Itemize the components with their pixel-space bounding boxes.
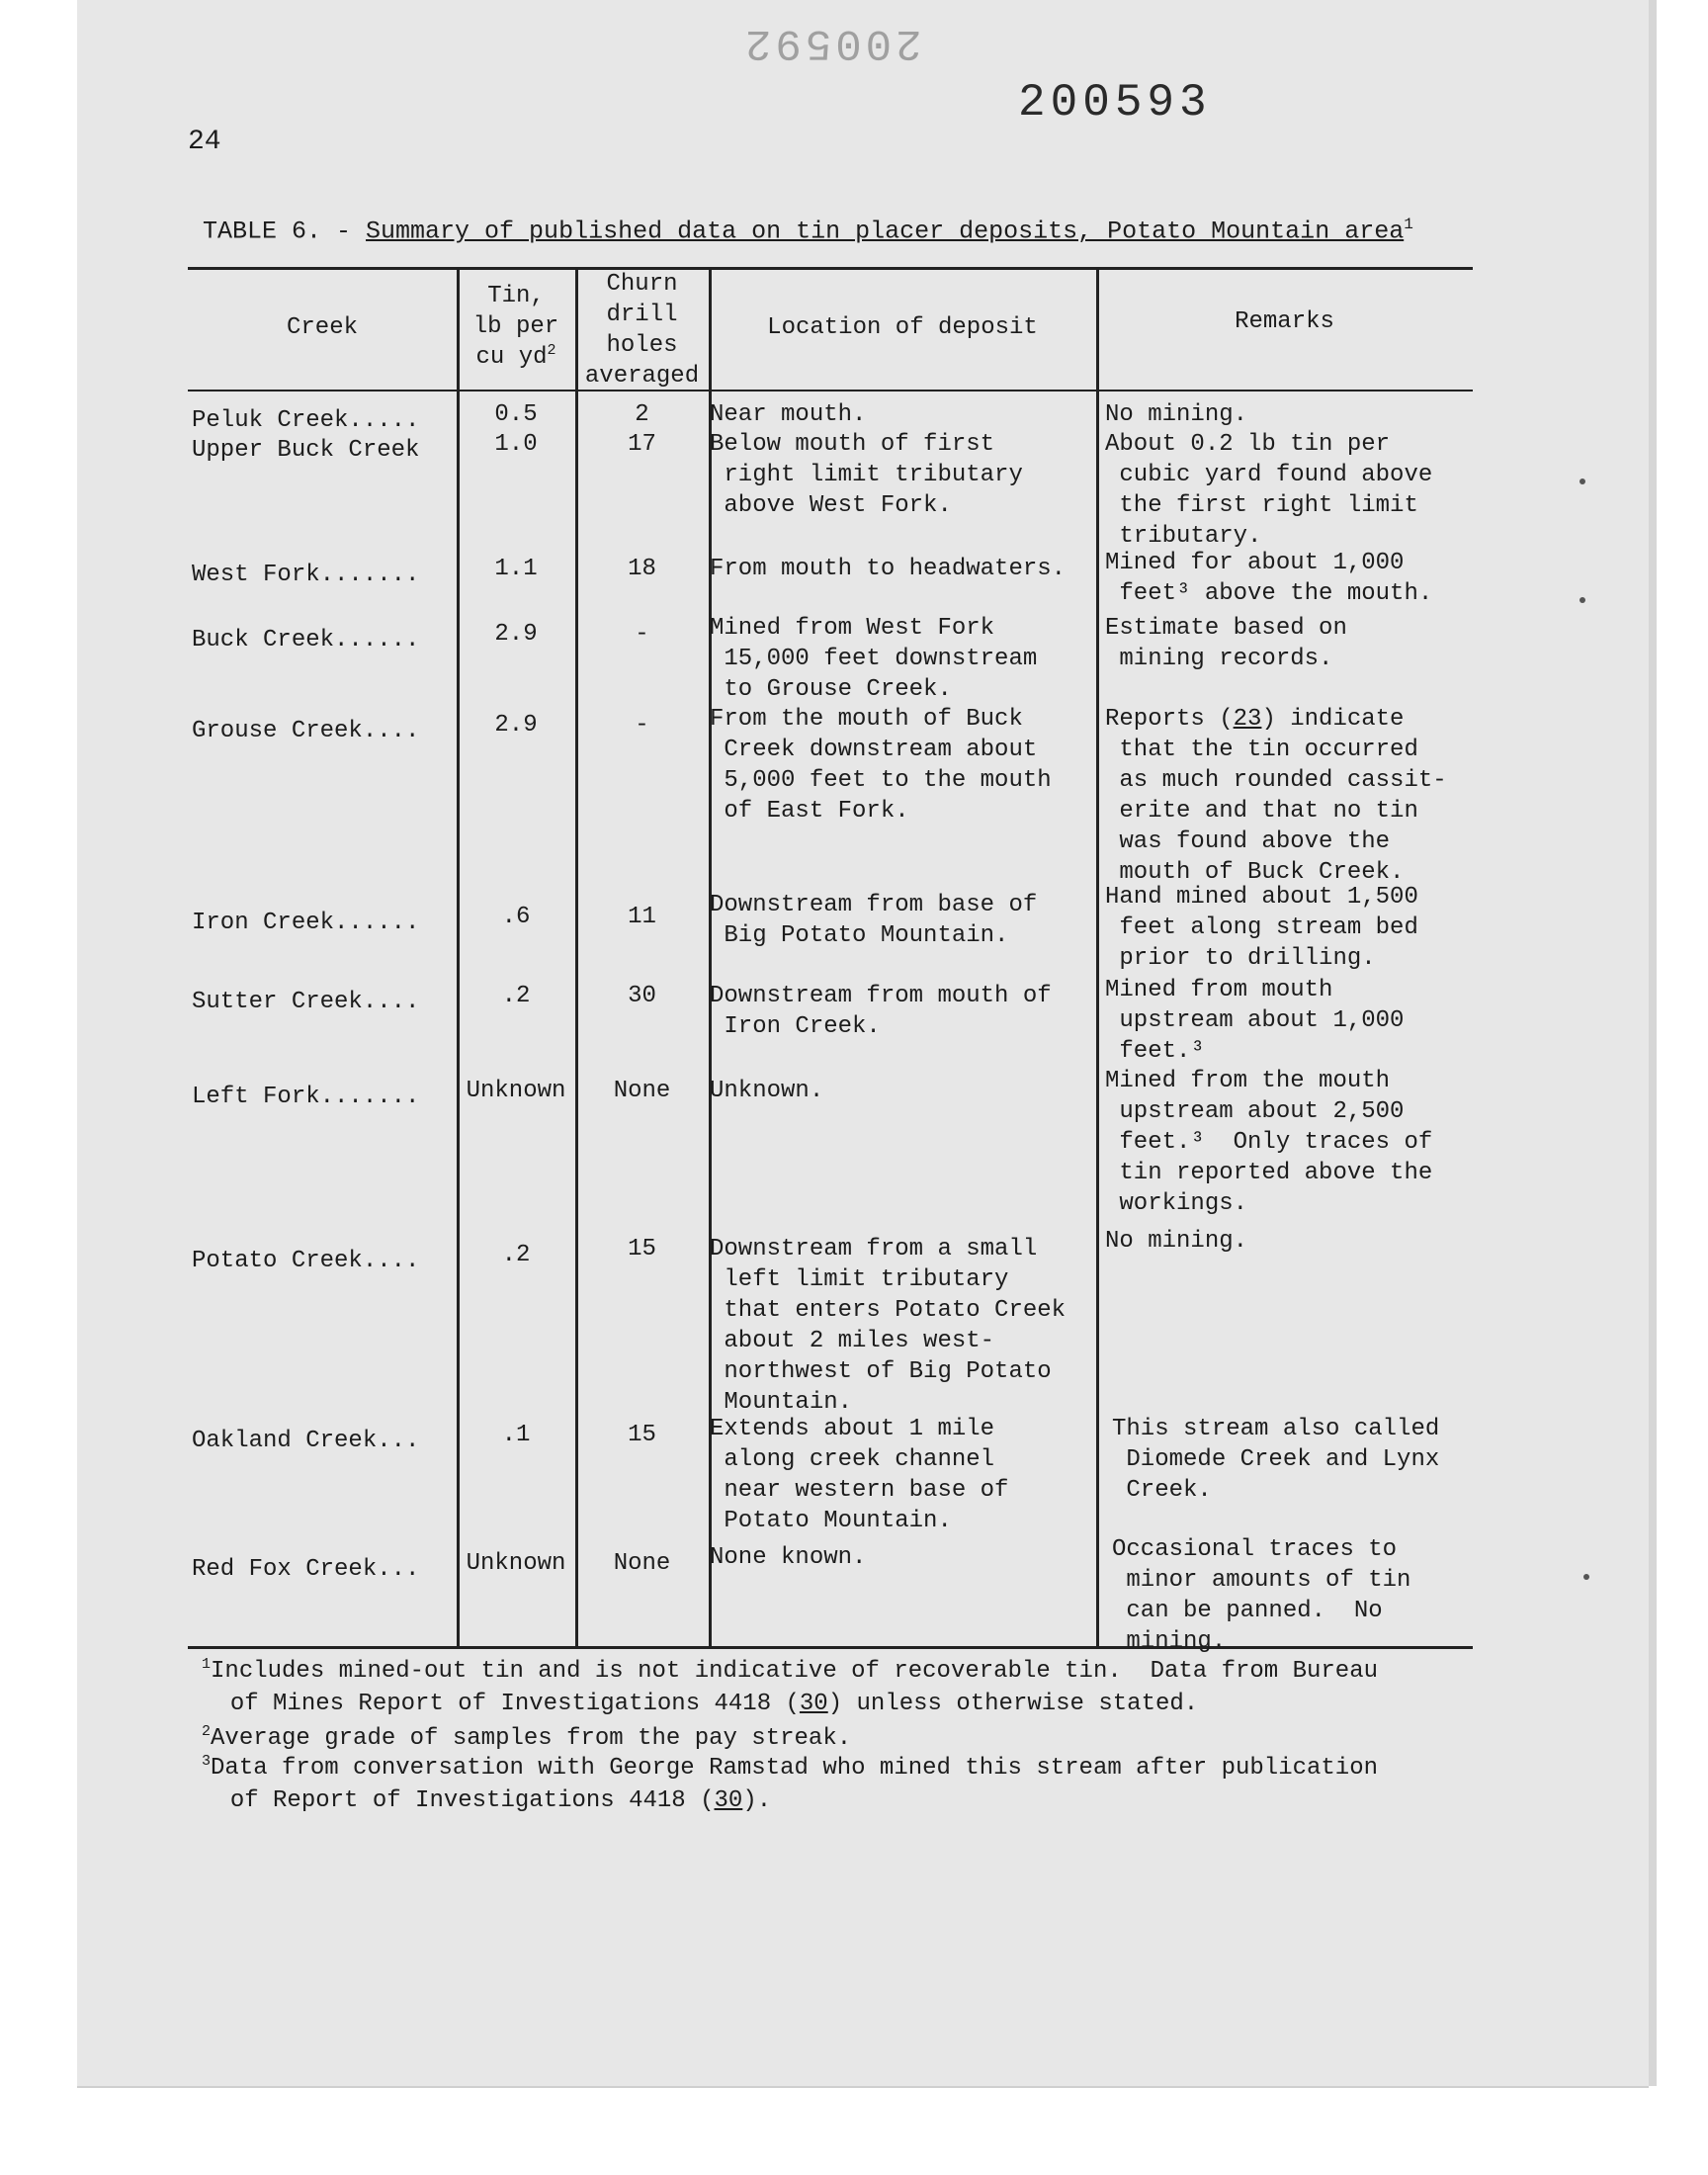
row-remarks: About 0.2 lb tin per cubic yard found above the first right limit tributary. [1105,431,1433,550]
row-creek: Buck Creek...... [192,627,420,653]
row-creek: Left Fork....... [192,1084,420,1110]
row-location: Downstream from a small left limit tributary that enters Potato Creek about 2 miles west- northwest of Big Potato Mountain. [710,1236,1067,1416]
table-header-rule [188,390,1473,392]
row-holes: - [635,621,649,648]
row-holes: None [613,1078,671,1104]
row-holes: 2 [635,401,649,428]
row-location: Extends about 1 mile along creek channel near western base of Potato Mountain. [710,1416,1009,1534]
row-tin: .1 [501,1422,531,1448]
row-location: From the mouth of Buck Creek downstream about 5,000 feet to the mouth of East Fork. [710,706,1052,825]
row-tin: 2.9 [494,621,538,648]
row-creek: Peluk Creek..... [192,407,420,434]
table-top-rule [188,267,1473,270]
row-tin: .2 [501,1242,531,1268]
table-title [203,216,1413,245]
row-holes: None [613,1550,671,1577]
row-location: Mined from West Fork 15,000 feet downstream to Grouse Creek. [710,615,1038,703]
row-creek: West Fork....... [192,562,420,588]
row-holes: 18 [628,556,656,582]
header-creek: Creek [286,314,358,341]
row-location: Downstream from base of Big Potato Mountain. [710,892,1038,949]
row-holes: 15 [628,1236,656,1262]
row-creek: Grouse Creek.... [192,718,420,744]
margin-dot [1583,1574,1589,1580]
row-location: Below mouth of first right limit tributary above West Fork. [710,431,1023,519]
footnote-1: $^1$Includes mined-out tin and is not indicative of recoverable tin. Data from Bureau of Mines Report of Investigations 4418 (30) unless otherwise stated. [202,1656,1379,1717]
row-holes: 30 [628,983,656,1009]
row-remarks: Mined from the mouth upstream about 2,500 feet.³ Only traces of tin reported above the workings. [1105,1068,1433,1217]
document-number: 200593 [1018,77,1212,129]
row-location: Near mouth. [710,401,867,428]
row-remarks: Estimate based on mining records. [1105,615,1347,672]
row-creek: Oakland Creek... [192,1428,420,1454]
table-title-prefix: TABLE 6. - [203,217,367,246]
row-location: Downstream from mouth of Iron Creek. [710,983,1052,1040]
page-edge [1649,0,1657,2086]
row-holes: 17 [628,431,656,458]
footnote-3: $^3$Data from conversation with George Ramstad who mined this stream after publication of Report of Investigations 4418 (30). [202,1753,1379,1814]
row-remarks: Occasional traces to minor amounts of tin can be panned. No mining. [1112,1536,1411,1655]
row-location: Unknown. [710,1078,824,1104]
row-remarks: No mining. [1105,1228,1248,1255]
row-tin: 1.0 [494,431,538,458]
row-location: None known. [710,1544,867,1571]
row-remarks: This stream also called Diomede Creek and Lynx Creek. [1112,1416,1440,1504]
header-remarks: Remarks [1235,308,1334,335]
column-divider [1096,267,1099,1649]
header-churn-drill-holes: Churn drill holes averaged [584,271,700,390]
row-creek: Red Fox Creek... [192,1556,420,1583]
row-creek: Iron Creek...... [192,910,420,936]
row-holes: - [635,712,649,739]
margin-dot [1580,478,1585,484]
table-title-text: Summary of published data on tin placer deposits, Potato Mountain area [366,217,1405,246]
row-tin: Unknown [466,1550,566,1577]
row-remarks: No mining. [1105,401,1248,428]
header-location: Location of deposit [767,314,1038,341]
header-tin: Tin, lb per cu $yd^2$ [472,283,559,371]
row-creek: Potato Creek.... [192,1248,420,1274]
row-creek: Upper Buck Creek [192,437,420,464]
page-number: 24 [188,127,221,157]
row-tin: 2.9 [494,712,538,739]
row-remarks: Hand mined about 1,500 feet along stream bed prior to drilling. [1105,884,1418,972]
row-tin: 1.1 [494,556,538,582]
row-tin: Unknown [466,1078,566,1104]
table-title-footnote-mark: 1 [1404,216,1413,233]
row-remarks: Mined from mouth upstream about 1,000 feet.³ [1105,977,1405,1065]
row-holes: 11 [628,904,656,930]
row-tin: 0.5 [494,401,538,428]
faint-stamp: 200592 [741,18,922,67]
row-tin: .2 [501,983,531,1009]
margin-dot [1580,597,1585,603]
footnote-2: $^2$Average grade of samples from the pay streak. [202,1723,852,1752]
row-tin: .6 [501,904,531,930]
row-creek: Sutter Creek.... [192,989,420,1015]
row-remarks: Reports (23) indicate that the tin occurred as much rounded cassit- erite and that no tin was found above the mouth of Buck Creek. [1105,706,1447,886]
row-location: From mouth to headwaters. [710,556,1067,582]
row-remarks: Mined for about 1,000 feet³ above the mouth. [1105,550,1433,607]
row-holes: 15 [628,1422,656,1448]
tin-placer-table [188,267,1473,1655]
